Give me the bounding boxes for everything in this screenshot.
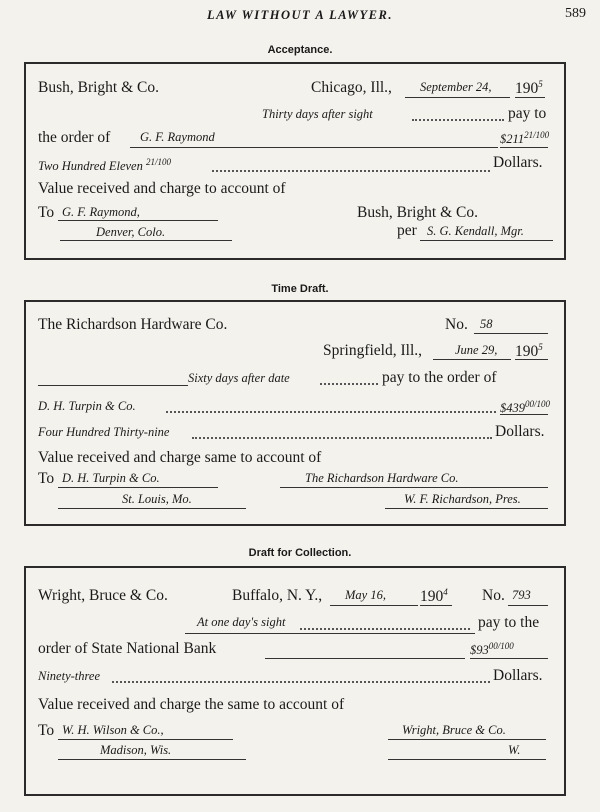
collection-year: $190^4$ [420, 587, 448, 606]
acceptance-payee: G. F. Raymond [140, 130, 215, 144]
time-draft-to-city: St. Louis, Mo. [122, 492, 192, 506]
section-title-acceptance: Acceptance. [267, 44, 333, 56]
time-draft-signer: W. F. Richardson, Pres. [404, 492, 521, 506]
collection-to-city: Madison, Wis. [100, 743, 172, 757]
time-draft-dollars: Dollars. [495, 423, 545, 440]
collection-dollars: Dollars. [493, 667, 543, 684]
section-title-time-draft: Time Draft. [271, 283, 329, 295]
acceptance-place: Chicago, Ill., [311, 79, 392, 96]
collection-signer: W. [508, 743, 521, 757]
collection-pay-to: pay to the [478, 614, 540, 631]
time-draft-value-line: Value received and charge same to account of [38, 449, 322, 466]
time-draft-date: June 29, [455, 343, 498, 357]
collection-order-line: order of State National Bank [38, 640, 217, 657]
acceptance-date: September 24, [420, 80, 492, 94]
collection-value-line: Value received and charge the same to account of [38, 696, 345, 713]
acceptance-to-city: Denver, Colo. [96, 225, 166, 239]
collection-drawer: Wright, Bruce & Co. [402, 723, 506, 737]
acceptance-value-line: Value received and charge to account of [38, 180, 286, 197]
time-draft-amount: $\$439^{00/100}$ [500, 399, 551, 416]
acceptance-dollars: Dollars. [493, 154, 543, 171]
collection-to-name: W. H. Wilson & Co., [62, 723, 164, 737]
time-draft-no-label: No. [445, 316, 468, 333]
time-draft-pay-order: pay to the order of [382, 369, 497, 386]
collection-date: May 16, [345, 588, 386, 602]
collection-term: At one day's sight [197, 615, 286, 629]
time-draft-year: $190^5$ [515, 342, 543, 361]
acceptance-amount-words: Two Hundred Eleven $^{21/100}$ [38, 157, 171, 174]
collection-no-value: 793 [512, 588, 531, 602]
collection-to-label: To [38, 722, 55, 739]
time-draft-to-name: D. H. Turpin & Co. [62, 471, 160, 485]
acceptance-per-label: per [397, 222, 417, 239]
acceptance-year: $190^5$ [515, 79, 543, 98]
page-number: 589 [565, 6, 586, 21]
section-title-collection: Draft for Collection. [248, 547, 352, 559]
time-draft-no-value: 58 [480, 317, 493, 331]
collection-firm: Wright, Bruce & Co. [38, 587, 168, 604]
acceptance-firm: Bush, Bright & Co. [38, 79, 160, 96]
collection-amount-words: Ninety-three [38, 669, 101, 683]
acceptance-drawer: Bush, Bright & Co. [357, 204, 479, 221]
acceptance-amount: $\$211^{21/100}$ [500, 130, 550, 147]
collection-amount: $\$93^{00/100}$ [470, 641, 514, 658]
running-header: LAW WITHOUT A LAWYER. [207, 8, 393, 22]
time-draft-company: The Richardson Hardware Co. [38, 316, 228, 333]
time-draft-place: Springfield, Ill., [323, 342, 423, 359]
collection-no-label: No. [482, 587, 505, 604]
acceptance-signer: S. G. Kendall, Mgr. [427, 224, 524, 238]
time-draft-term: Sixty days after date [188, 371, 290, 385]
acceptance-term: Thirty days after sight [262, 107, 373, 121]
acceptance-to-label: To [38, 204, 55, 221]
time-draft-amount-words: Four Hundred Thirty-nine [38, 425, 170, 439]
collection-place: Buffalo, N. Y., [232, 587, 323, 604]
time-draft-drawer: The Richardson Hardware Co. [305, 471, 459, 485]
time-draft-payee: D. H. Turpin & Co. [38, 399, 136, 413]
time-draft-to-label: To [38, 470, 55, 487]
acceptance-to-name: G. F. Raymond, [62, 205, 140, 219]
acceptance-pay-to: pay to [508, 105, 547, 122]
acceptance-order-of: the order of [38, 129, 111, 146]
